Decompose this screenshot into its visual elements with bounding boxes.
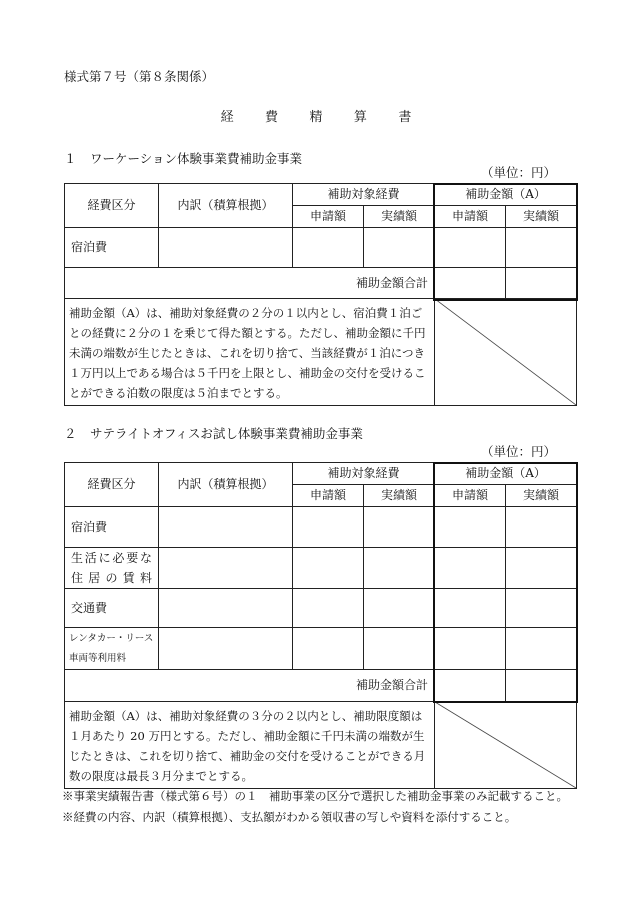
section-2-title: サテライトオフィスお試し体験事業費補助金事業: [89, 426, 363, 441]
subsidy-actual-cell[interactable]: [506, 628, 577, 670]
total-actual-cell[interactable]: [506, 268, 577, 299]
header-eligible-applied: 申請額: [293, 206, 364, 228]
eligible-actual-cell[interactable]: [364, 507, 435, 548]
header-subsidy-actual: 実績額: [506, 485, 577, 507]
section-2-note: 補助金額（A）は、補助対象経費の３分の２以内とし、補助限度額は１月あたり 20 万円とする。ただし、補助金額に千円未満の端数が生じたときは、これを切り捨て、補助金の交付を受けることができる月数の限度は最長３月分までとする。: [65, 702, 435, 789]
row-category: 生活に必要な住居の賃料: [65, 548, 159, 589]
total-label: 補助金額合計: [65, 670, 435, 702]
subsidy-applied-cell[interactable]: [435, 589, 506, 628]
header-subsidy: 補助金額（A）: [435, 463, 577, 485]
diagonal-cell: [435, 702, 577, 789]
section-2-table: [64, 462, 577, 789]
header-subsidy-applied: 申請額: [435, 206, 506, 228]
section-1-unit: （単位：円）: [480, 165, 556, 180]
eligible-applied-cell[interactable]: [293, 589, 364, 628]
row-category: 宿泊費: [65, 507, 159, 548]
diagonal-cell: [435, 299, 577, 406]
eligible-actual-cell[interactable]: [364, 589, 435, 628]
eligible-actual-cell[interactable]: [364, 228, 435, 268]
breakdown-cell[interactable]: [159, 628, 293, 670]
table-row: [65, 628, 577, 670]
header-eligible: 補助対象経費: [293, 184, 435, 206]
section-2-heading: [64, 424, 363, 442]
total-applied-cell[interactable]: [435, 670, 506, 702]
header-breakdown: 内訳（積算根拠）: [159, 463, 293, 507]
subsidy-actual-cell[interactable]: [506, 548, 577, 589]
total-applied-cell[interactable]: [435, 268, 506, 299]
table-row: [65, 507, 577, 548]
header-eligible: 補助対象経費: [293, 463, 435, 485]
table-row: [65, 228, 577, 268]
document-title: 経 費 精 算 書: [220, 110, 425, 125]
section-2-unit: （単位：円）: [480, 444, 556, 459]
subsidy-actual-cell[interactable]: [506, 589, 577, 628]
table-row: [65, 548, 577, 589]
section-2-number: ２: [64, 426, 77, 441]
row-category: レンタカー・リース車両等利用料: [65, 628, 159, 670]
header-eligible-actual: 実績額: [364, 206, 435, 228]
breakdown-cell[interactable]: [159, 589, 293, 628]
footnote-1: ※事業実績報告書（様式第６号）の１ 補助事業の区分で選択した補助金事業のみ記載すること。: [62, 789, 568, 803]
total-actual-cell[interactable]: [506, 670, 577, 702]
section-1-number: １: [64, 151, 77, 166]
footnote-2: ※経費の内容、内訳（積算根拠）、支払額がわかる領収書の写しや資料を添付すること。: [62, 810, 517, 824]
eligible-actual-cell[interactable]: [364, 548, 435, 589]
section-1-heading: [64, 149, 302, 167]
header-category: 経費区分: [65, 184, 159, 228]
eligible-applied-cell[interactable]: [293, 548, 364, 589]
header-eligible-applied: 申請額: [293, 485, 364, 507]
subsidy-actual-cell[interactable]: [506, 228, 577, 268]
table-row: [65, 589, 577, 628]
section-1-table: [64, 183, 577, 406]
header-subsidy-applied: 申請額: [435, 485, 506, 507]
subsidy-applied-cell[interactable]: [435, 228, 506, 268]
eligible-applied-cell[interactable]: [293, 507, 364, 548]
header-subsidy: 補助金額（A）: [435, 184, 577, 206]
diagonal-line: [435, 299, 576, 405]
header-subsidy-actual: 実績額: [506, 206, 577, 228]
total-label: 補助金額合計: [65, 268, 435, 299]
section-1-note: 補助金額（A）は、補助対象経費の２分の１以内とし、宿泊費１泊ごとの経費に２分の１を乗じて得た額とする。ただし、補助金額に千円未満の端数が生じたときは、これを切り捨て、当該経費が１泊につき１万円以上である場合は５千円を上限とし、補助金の交付を受けることができる泊数の限度は５泊までとする。: [65, 299, 435, 406]
section-1-title: ワーケーション体験事業費補助金事業: [89, 151, 302, 166]
row-category: 宿泊費: [65, 228, 159, 268]
header-eligible-actual: 実績額: [364, 485, 435, 507]
subsidy-applied-cell[interactable]: [435, 628, 506, 670]
subsidy-applied-cell[interactable]: [435, 507, 506, 548]
row-category: 交通費: [65, 589, 159, 628]
eligible-applied-cell[interactable]: [293, 228, 364, 268]
breakdown-cell[interactable]: [159, 507, 293, 548]
diagonal-line: [435, 702, 576, 788]
eligible-actual-cell[interactable]: [364, 628, 435, 670]
eligible-applied-cell[interactable]: [293, 628, 364, 670]
header-breakdown: 内訳（積算根拠）: [159, 184, 293, 228]
subsidy-actual-cell[interactable]: [506, 507, 577, 548]
form-number: 様式第７号（第８条関係）: [64, 69, 215, 84]
breakdown-cell[interactable]: [159, 228, 293, 268]
breakdown-cell[interactable]: [159, 548, 293, 589]
subsidy-applied-cell[interactable]: [435, 548, 506, 589]
header-category: 経費区分: [65, 463, 159, 507]
